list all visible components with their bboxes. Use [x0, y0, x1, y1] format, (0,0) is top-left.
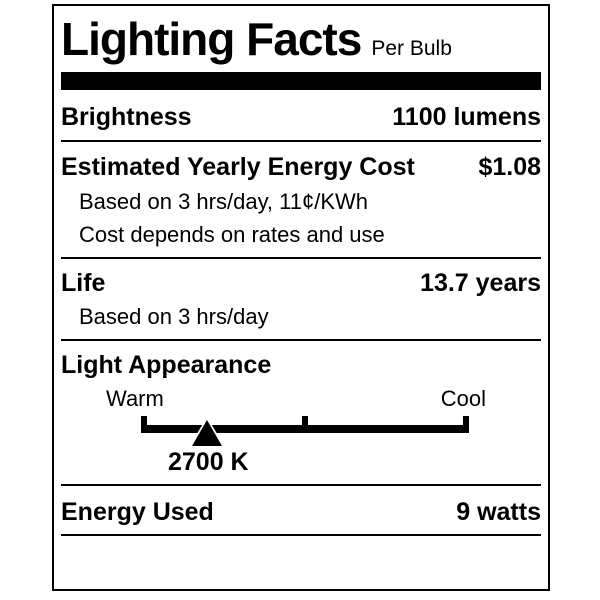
per-bulb-subtitle: Per Bulb — [371, 37, 452, 60]
energy-cost-section — [61, 142, 541, 259]
energy-used-row — [61, 498, 541, 527]
energy-cost-value: $1.08 — [478, 153, 541, 182]
energy-cost-label: Estimated Yearly Energy Cost — [61, 153, 415, 182]
life-row — [61, 269, 541, 298]
lighting-facts-label — [52, 4, 550, 591]
energy-cost-note-basis: Based on 3 hrs/day, 11¢/KWh — [79, 188, 369, 214]
label-header — [61, 6, 541, 63]
energy-used-label: Energy Used — [61, 497, 214, 526]
color-temperature-value: 2700 K — [168, 448, 249, 477]
life-note-basis: Based on 3 hrs/day — [79, 304, 269, 330]
brightness-row — [61, 103, 541, 132]
scale-tick-middle — [302, 416, 308, 433]
scale-tick-left — [141, 416, 147, 433]
marker-triangle-icon — [192, 420, 222, 446]
warm-label: Warm — [106, 386, 164, 412]
warm-cool-labels — [61, 386, 541, 412]
label-title: Lighting Facts — [61, 13, 362, 65]
scale-tick-right — [463, 416, 469, 433]
light-appearance-row — [61, 351, 541, 380]
energy-used-value: 9 watts — [456, 497, 541, 526]
life-value: 13.7 years — [420, 268, 541, 297]
energy-used-section — [61, 486, 541, 536]
energy-cost-note-disclaimer: Cost depends on rates and use — [79, 222, 385, 248]
life-section — [61, 259, 541, 341]
cool-label: Cool — [440, 386, 486, 412]
light-appearance-scale — [141, 416, 469, 433]
brightness-label: Brightness — [61, 103, 192, 132]
header-divider-bar — [61, 72, 541, 90]
life-label: Life — [61, 268, 106, 297]
brightness-section — [61, 90, 541, 142]
energy-cost-row — [61, 153, 541, 182]
light-appearance-section — [61, 341, 541, 486]
brightness-value: 1100 lumens — [392, 103, 541, 132]
light-appearance-label: Light Appearance — [61, 350, 272, 379]
